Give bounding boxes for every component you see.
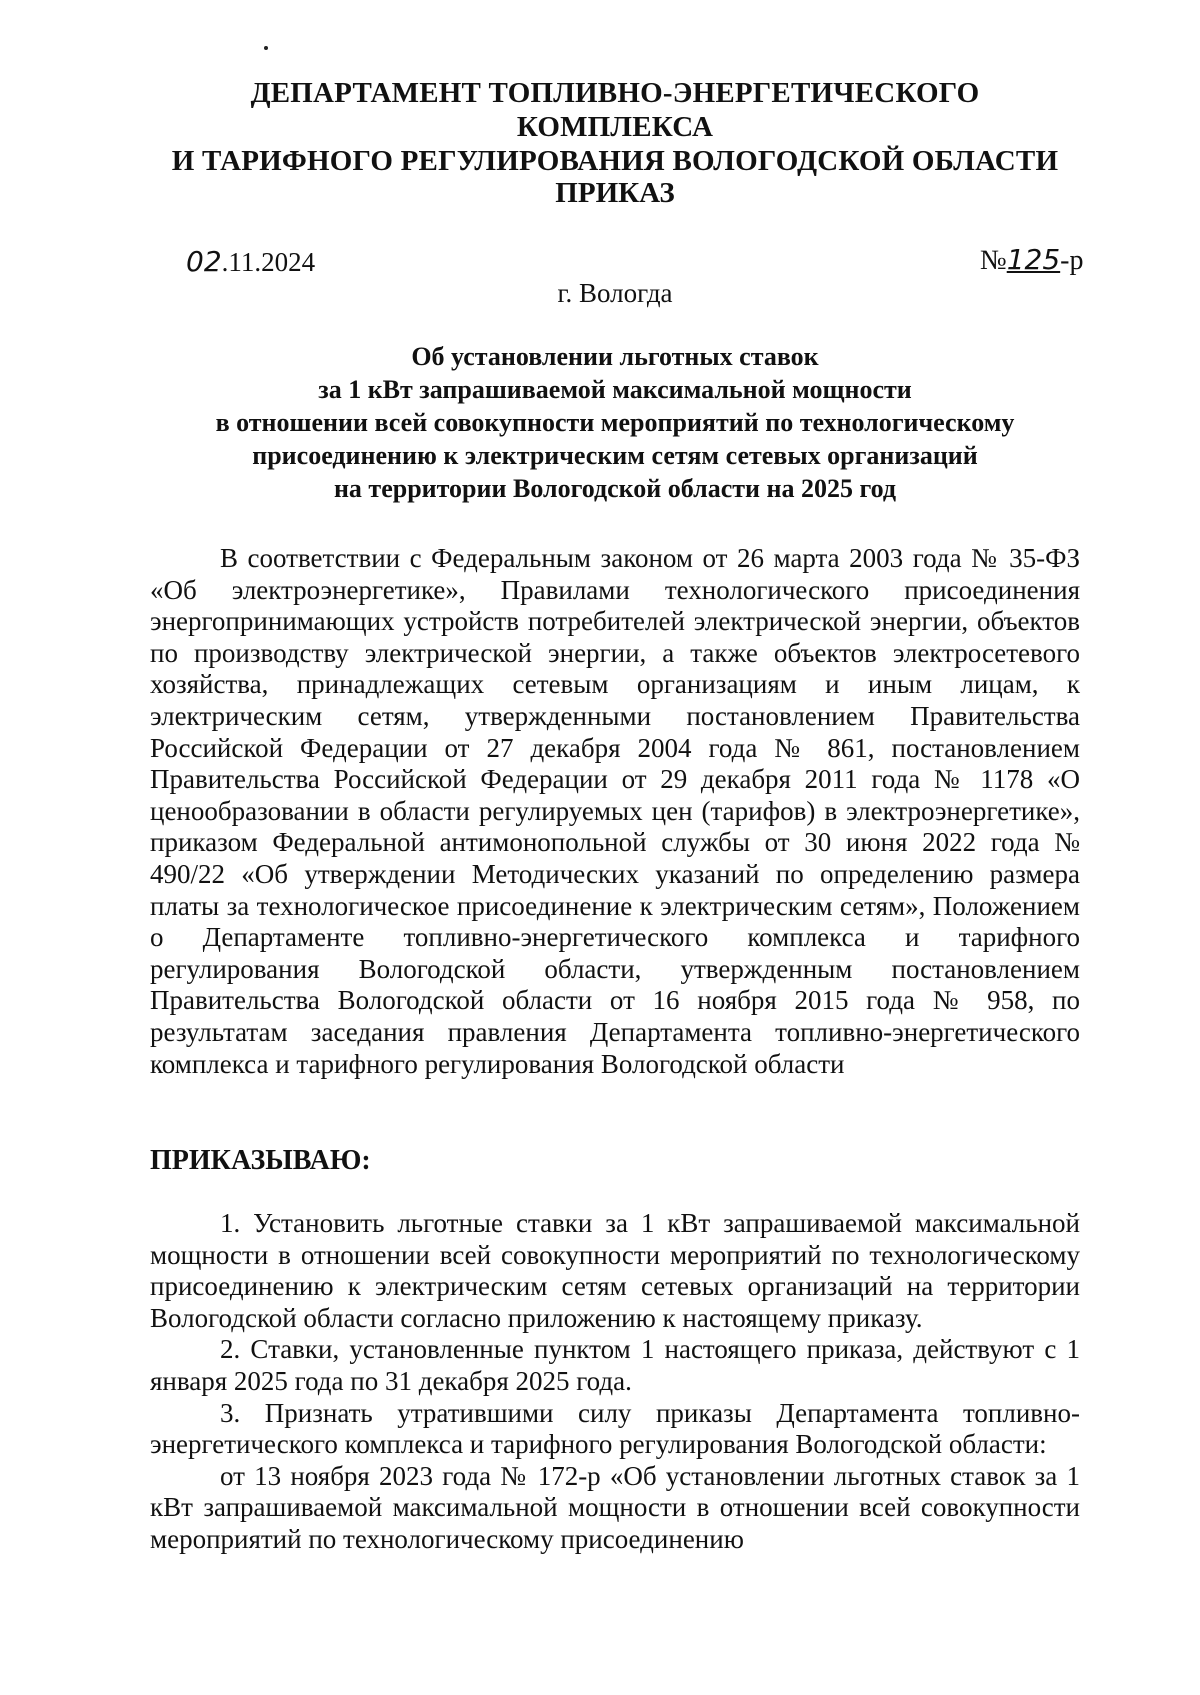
- order-item-2: 2. Ставки, установленные пунктом 1 настоящего приказа, действуют с 1 января 2025 года по 31 декабря 2025 года.: [150, 1334, 1080, 1396]
- legal-basis-paragraph: В соответствии с Федеральным законом от 26 марта 2003 года № 35-ФЗ «Об электроэнергетике», Правилами технологического присоединения энергопринимающих устройств потребителей электрической энергии, объектов по производству электрической энергии, а также объектов электросетевого хозяйства, принадлежащих сетевым организациям и иным лицам, к электрическим сетям, утвержденными постановлением Правительства Российской Федерации от 27 декабря 2004 года № 861, постановлением Правительства Российской Федерации от 29 декабря 2011 года № 1178 «О ценообразовании в области регулируемых цен (тарифов) в электроэнергетике», приказом Федеральной антимонопольной службы от 30 июня 2022 года № 490/22 «Об утверждении Методических указаний по определению размера платы за технологическое присоединение к электрическим сетям», Положением о Департаменте топливно-энергетического комплекса и тарифного регулирования Вологодской области, утвержденным постановлением Правительства Вологодской области от 16 ноября 2015 года № 958, по результатам заседания правления Департамента топливно-энергетического комплекса и тарифного регулирования Вологодской области: [150, 543, 1080, 1079]
- date-rest: .11.2024: [221, 247, 316, 277]
- date-day-handwritten: 02: [186, 245, 222, 278]
- document-type: ПРИКАЗ: [555, 177, 675, 209]
- department-line-1: ДЕПАРТАМЕНТ ТОПЛИВНО-ЭНЕРГЕТИЧЕСКОГО КОМПЛЕКСА: [250, 77, 980, 143]
- legal-basis: [150, 543, 1080, 1080]
- city: г. Вологда: [557, 278, 673, 308]
- department-name: [150, 76, 1080, 178]
- order-subject: [150, 340, 1080, 505]
- decree-word: ПРИКАЗЫВАЮ:: [150, 1145, 371, 1176]
- order-items: [150, 1208, 1080, 1556]
- number-handwritten: 125: [1006, 243, 1061, 276]
- number-prefix: №: [980, 245, 1007, 276]
- order-number: [980, 244, 1084, 277]
- order-item-1: 1. Установить льготные ставки за 1 кВт запрашиваемой максимальной мощности в отношении всей совокупности мероприятий по технологическому присоединению к электрическим сетям сетевых организаций на территории Вологодской области согласно приложению к настоящему приказу.: [150, 1208, 1080, 1333]
- subject-line-5: на территории Вологодской области на 2025 год: [333, 474, 897, 503]
- subject-line-3: в отношении всей совокупности мероприятий по технологическому: [215, 408, 1015, 437]
- subject-line-4: присоединению к электрическим сетям сетевых организаций: [252, 441, 978, 470]
- order-date: [186, 246, 315, 278]
- subject-line-1: Об установлении льготных ставок: [411, 342, 819, 371]
- order-item-3: 3. Признать утратившими силу приказы Департамента топливно-энергетического комплекса и тарифного регулирования Вологодской области:: [150, 1397, 1080, 1460]
- scan-speck: [264, 46, 268, 50]
- number-suffix: -р: [1060, 245, 1084, 276]
- subject-line-2: за 1 кВт запрашиваемой максимальной мощности: [318, 375, 912, 404]
- order-item-3-sub: от 13 ноября 2023 года № 172-р «Об установлении льготных ставок за 1 кВт запрашиваемой максимальной мощности в отношении всей совокупности мероприятий по технологическому присоединению: [150, 1460, 1080, 1554]
- department-line-2: И ТАРИФНОГО РЕГУЛИРОВАНИЯ ВОЛОГОДСКОЙ ОБЛАСТИ: [171, 145, 1059, 177]
